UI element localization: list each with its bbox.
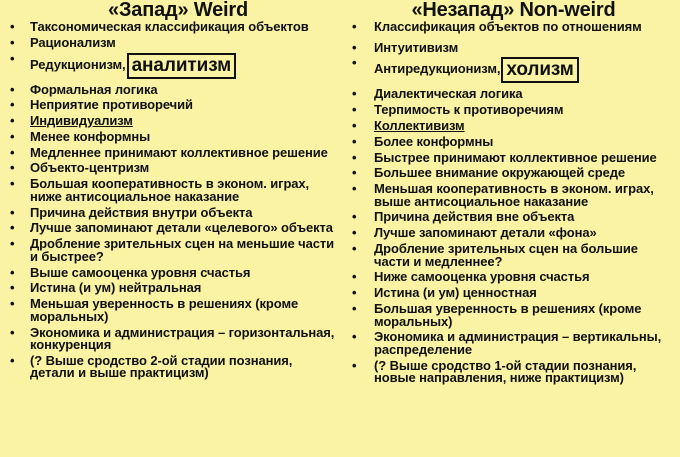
list-item-text: Терпимость к противоречиям bbox=[374, 102, 564, 118]
list-item bbox=[8, 324, 338, 353]
list-item-text: Большая кооперативность в эконом. играх, ниже антисоциальное наказание bbox=[30, 176, 310, 204]
non-weird-column bbox=[350, 0, 675, 388]
analytism-boxed-term: аналитизм bbox=[127, 53, 236, 79]
weird-list bbox=[8, 21, 338, 380]
list-item-text: Быстрее принимают коллективное решение bbox=[374, 149, 657, 165]
list-item-text: Более конформны bbox=[374, 133, 494, 149]
list-item-text: (? Выше сродство 1-ой стадии познания, новые направления, ниже практицизм) bbox=[374, 357, 637, 386]
list-item-text: Экономика и администрация – горизонтальная, конкуренция bbox=[30, 324, 335, 353]
list-item bbox=[350, 39, 675, 55]
list-item-text: Меньшая кооперативность в эконом. играх, выше антисоциальное наказание bbox=[374, 181, 654, 209]
list-item bbox=[8, 162, 338, 175]
list-item bbox=[8, 144, 338, 160]
list-item bbox=[350, 104, 675, 117]
list-item-text: Большее внимание окружающей среде bbox=[374, 165, 626, 181]
list-item-text: Менее конформны bbox=[30, 128, 151, 144]
list-item bbox=[8, 99, 338, 112]
list-item bbox=[350, 227, 675, 240]
list-item-text: Неприятие противоречий bbox=[30, 97, 193, 113]
list-item-text: Коллективизм bbox=[374, 117, 465, 133]
list-item-text: Дробление зрительных сцен на большие части и медленнее? bbox=[374, 241, 638, 269]
list-item bbox=[8, 21, 338, 34]
list-item bbox=[350, 183, 675, 208]
list-item-text: Антиредукционизм, bbox=[374, 61, 501, 77]
list-item-text: Лучше запоминают детали «целевого» объекта bbox=[30, 220, 333, 236]
list-item bbox=[8, 352, 338, 381]
list-item-text: Меньшая уверенность в решениях (кроме моральных) bbox=[30, 296, 299, 324]
list-item bbox=[8, 264, 338, 280]
list-item-text: Экономика и администрация – вертикальны, распределение bbox=[374, 329, 662, 357]
list-item-text: Редукционизм, bbox=[30, 56, 126, 72]
list-item bbox=[8, 81, 338, 97]
list-item bbox=[8, 34, 338, 50]
list-item bbox=[350, 133, 675, 149]
list-item-text: Лучше запоминают детали «фона» bbox=[374, 225, 597, 241]
list-item-text: Выше самооценка уровня счастья bbox=[30, 264, 251, 280]
list-item-text: Формальная логика bbox=[30, 81, 158, 97]
list-item-text: Классификация объектов по отношениям bbox=[374, 19, 642, 34]
list-item-text: Объекто-центризм bbox=[30, 160, 150, 176]
list-item-text: Таксономическая классификация объектов bbox=[30, 19, 309, 34]
list-item bbox=[350, 117, 675, 133]
list-item bbox=[8, 298, 338, 323]
list-item bbox=[350, 211, 675, 224]
holism-boxed-term: холизм bbox=[501, 57, 578, 83]
list-item bbox=[350, 149, 675, 165]
list-item bbox=[350, 287, 675, 300]
list-item bbox=[350, 57, 675, 83]
list-item bbox=[350, 300, 675, 329]
list-item-text: Причина действия внутри объекта bbox=[30, 204, 253, 220]
list-item bbox=[350, 88, 675, 101]
list-item-text: Интуитивизм bbox=[374, 39, 459, 55]
list-item bbox=[8, 238, 338, 263]
weird-column bbox=[8, 0, 338, 383]
list-item bbox=[350, 21, 675, 34]
weird-column-title: «Запад» Weird bbox=[108, 0, 248, 21]
list-item bbox=[350, 243, 675, 268]
list-item-text: Большая уверенность в решениях (кроме моральных) bbox=[374, 300, 642, 329]
list-item-text: Причина действия вне объекта bbox=[374, 209, 575, 225]
list-item-text: Рационализм bbox=[30, 34, 116, 50]
list-item-text: Диалектическая логика bbox=[374, 86, 523, 102]
non-weird-list bbox=[350, 21, 675, 385]
non-weird-column-title: «Незапад» Non-weird bbox=[411, 0, 616, 21]
list-item-text: Индивидуализм bbox=[30, 113, 133, 129]
list-item bbox=[8, 115, 338, 128]
list-item bbox=[350, 271, 675, 284]
list-item bbox=[8, 128, 338, 144]
list-item bbox=[8, 53, 338, 79]
list-item-text: Истина (и ум) ценностная bbox=[374, 285, 537, 301]
list-item-text: Ниже самооценка уровня счастья bbox=[374, 269, 590, 285]
list-item bbox=[8, 204, 338, 220]
list-item bbox=[350, 357, 675, 386]
list-item-text: Медленнее принимают коллективное решение bbox=[30, 144, 328, 160]
list-item bbox=[350, 331, 675, 356]
list-item bbox=[8, 282, 338, 295]
list-item bbox=[350, 167, 675, 180]
list-item-text: Истина (и ум) нейтральная bbox=[30, 280, 202, 296]
list-item bbox=[8, 178, 338, 203]
list-item-text: (? Выше сродство 2-ой стадии познания, детали и выше практицизм) bbox=[30, 352, 293, 381]
list-item bbox=[8, 222, 338, 235]
list-item-text: Дробление зрительных сцен на меньшие части и быстрее? bbox=[30, 236, 335, 264]
